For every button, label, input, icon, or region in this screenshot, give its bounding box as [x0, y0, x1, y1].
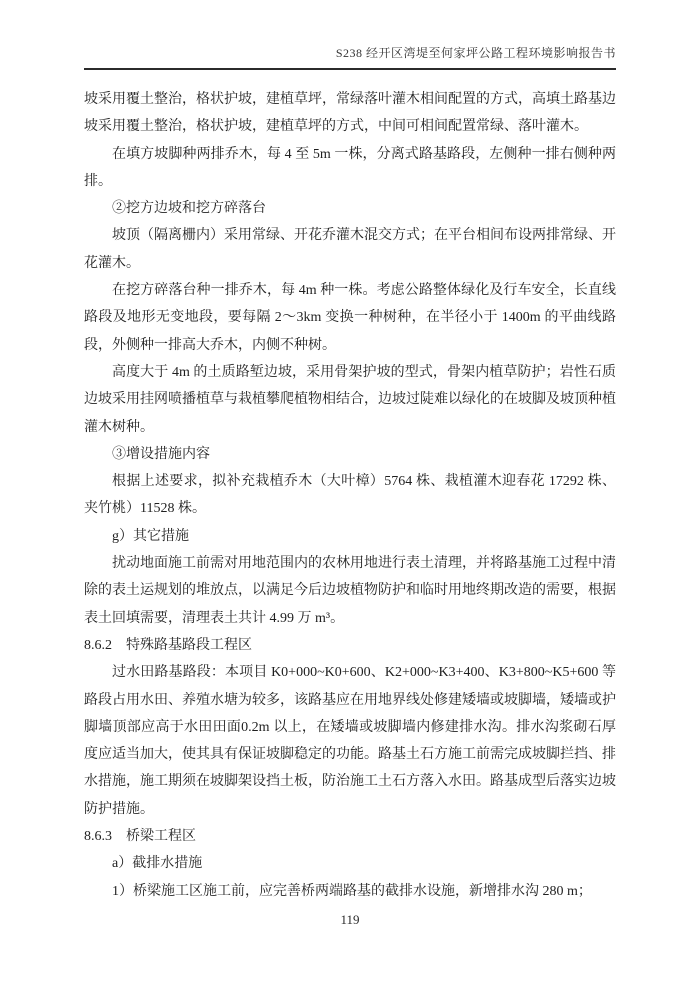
body-paragraph-fill-slope-trees: 在填方坡脚种两排乔木，每 4 至 5m 一株，分离式路基路段，左侧种一排右侧种两排。: [84, 146, 616, 189]
list-heading-drainage-measures: a）截排水措施: [112, 856, 203, 872]
body-paragraph-paddy-roadbed: 过水田路基路段：本项目 K0+000~K0+600、K2+000~K3+400、K3+800~K5+600 等路段占用水田、养殖水塘为较多，该路基应在用地界线处修建矮墙或坡脚墙，矮墙或护脚墙顶部应高于水田田面0.2m 以上，在矮墙或坡脚墙内修建排水沟。排水沟浆砌石厚度应适当加大，使其具有保证坡脚稳定的功能。路基土石方施工前需完成坡脚拦挡、排水措施，施工期须在坡脚架设挡土板，防治施工土石方落入水田。路基成型后落实边坡防护措施。: [84, 665, 616, 817]
document-body: [84, 86, 616, 905]
body-paragraph-debris-platform: 在挖方碎落台种一排乔木，每 4m 种一株。考虑公路整体绿化及行车安全，长直线路段及地形无变地段，要每隔 2～3km 变换一种树种，在半径小于 1400m 的平曲线路段，外侧种一排高大乔木，内侧不种树。: [84, 283, 616, 353]
section-heading-8-6-2: 8.6.2 特殊路基路段工程区: [84, 637, 252, 653]
list-heading-other-measures: g）其它措施: [112, 528, 189, 544]
page-header: [84, 0, 616, 70]
page-footer: [0, 912, 700, 928]
body-paragraph-slope-treatment: 坡采用覆土整治，格状护坡，建植草坪，常绿落叶灌木相间配置的方式，高填土路基边坡采用覆土整治，格状护坡，建植草坪的方式，中间可相间配置常绿、落叶灌木。: [84, 92, 616, 135]
body-paragraph-topsoil-clearing: 扰动地面施工前需对用地范围内的农林用地进行表土清理，并将路基施工过程中清除的表土运规划的堆放点，以满足今后边坡植物防护和临时用地终期改造的需要，根据表土回填需要，清理表土共计 4.99 万 m³。: [84, 556, 616, 626]
list-heading-cut-slope: ②挖方边坡和挖方碎落台: [112, 201, 266, 217]
body-paragraph-cutting-slope: 高度大于 4m 的土质路堑边坡，采用骨架护坡的型式，骨架内植草防护；岩性石质边坡采用挂网喷播植草与栽植攀爬植物相结合，边坡过陡难以绿化的在坡脚及坡顶种植灌木树种。: [84, 364, 616, 435]
body-paragraph-planting-counts: 根据上述要求，拟补充栽植乔木（大叶樟）5764 株、栽植灌木迎春花 17292 株、夹竹桃）11528 株。: [84, 474, 616, 517]
report-title: S238 经开区湾堤至何家坪公路工程环境影响报告书: [335, 46, 616, 60]
body-paragraph-slope-top-planting: 坡顶（隔离栅内）采用常绿、开花乔灌木混交方式；在平台相间布设两排常绿、开花灌木。: [84, 228, 616, 271]
header-divider: [84, 68, 616, 70]
section-heading-8-6-3: 8.6.3 桥梁工程区: [84, 829, 196, 845]
list-heading-added-measures: ③增设措施内容: [112, 446, 210, 462]
body-paragraph-bridge-drainage: 1）桥梁施工区施工前，应完善桥两端路基的截排水设施，新增排水沟 280 m；: [112, 883, 592, 899]
page-number: 119: [340, 912, 360, 927]
